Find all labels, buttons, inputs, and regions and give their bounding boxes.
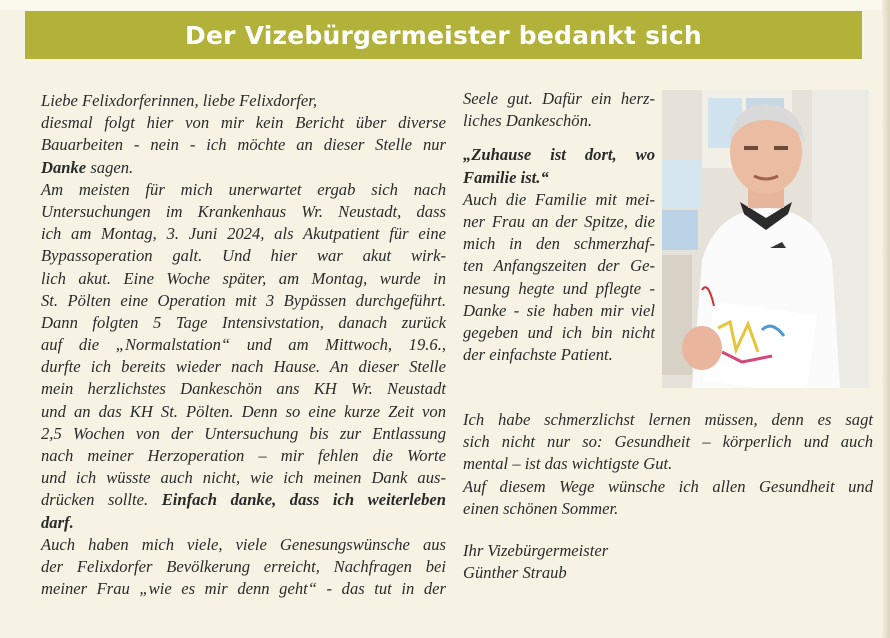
text-line: der Felixdorfer Bevölkerung erreicht, Nachfragen bei [41,556,446,576]
text-line: St. Pölten eine Operation mit 3 Bypässen durchgeführt. [41,290,446,310]
bold-text-segment: darf. [41,512,74,532]
text-line: Bauarbeiten - nein - ich möchte an dieser Stelle nur [41,135,446,155]
text-line: und ich wüsste auch nicht, wie ich meinen Dank aus- [41,468,446,488]
text-segment: sagen. [86,157,134,177]
signature-name: Günther Straub [463,563,567,583]
text-line [41,157,446,179]
portrait-photo-illustration [662,90,869,388]
family-paragraph [463,189,655,367]
text-line: ich am Montag, 3. Juni 2024, als Akutpatient für eine [41,224,446,244]
text-line: mein herzlichstes Dankeschön ans KH Wr. Neustadt [41,379,446,399]
text-line: Familie ist.“ [463,167,549,187]
right-text-column-bottom [463,409,873,584]
text-line: Untersuchungen im Krankenhaus Wr. Neustadt, dass [41,201,446,221]
text-line: Am meisten für mich unerwartet ergab sich nach [41,179,446,199]
text-line [41,489,446,511]
page-edge-shadow [882,0,890,638]
text-line: auf die „Normalstation“ und am Mittwoch, 19.6., [41,335,446,355]
text-line: Auch die Familie mit mei- [463,189,655,209]
page-title: Der Vizebürgermeister bedankt sich [185,20,702,50]
text-line: ner Frau an der Spitze, die [463,211,655,231]
text-line: Danke - sie haben mir viel [463,300,655,320]
text-line: diesmal folgt hier von mir kein Bericht über diverse [41,113,446,133]
portrait-photo [662,90,869,388]
text-line: Seele gut. Dafür ein herz- [463,89,655,108]
intro-paragraph [463,88,655,132]
signature-role: Ihr Vizebürgermeister [463,540,609,560]
text-line: der einfachste Patient. [463,345,613,365]
text-line: nach meiner Herzoperation – mir fehlen die Worte [41,446,446,465]
text-line: und an das KH St. Pölten. Denn so eine kurze Zeit von [41,401,446,421]
text-segment: drücken sollte. [41,490,162,510]
right-text-column-top [463,88,655,366]
text-line [41,512,446,534]
text-line: ten Anfangszeiten der Ge- [463,256,655,276]
text-line: Auf diesem Wege wünsche ich allen Gesundheit und [463,476,873,496]
spacer [463,132,655,144]
text-line: Dann folgten 5 Tage Intensivstation, danach zurück [41,312,446,332]
text-line: gegeben und ich bin nicht [463,322,655,342]
text-line: einen schönen Sommer. [463,498,619,518]
text-line: durfte ich bereits wieder nach Hause. An dieser Stelle [41,357,446,377]
bold-text-segment: Einfach danke, dass ich weiterleben [161,490,447,510]
text-line: mental – ist das wichtigste Gut. [463,454,673,474]
text-line: Auch haben mich viele, viele Genesungswünsche aus [41,534,446,554]
text-line: Ich habe schmerzlichst lernen müssen, denn es sagt [463,410,873,429]
text-line: 2,5 Wochen von der Untersuchung bis zur Entlassung [41,423,446,443]
text-line: Liebe Felixdorferinnen, liebe Felixdorfer, [41,91,318,110]
spacer [463,520,873,528]
text-line: Bypassoperation galt. Und hier war akut wirk- [41,246,446,266]
text-line: liches Dankeschön. [463,111,593,131]
text-line: sich nicht nur so: Gesundheit – körperlich und auch [463,432,873,452]
bold-text-segment: Danke [41,157,87,177]
text-line: lich akut. Eine Woche später, am Montag, wurde in [41,268,446,288]
text-line: „Zuhause ist dort, wo [463,145,655,165]
text-line: meiner Frau „wie es mir denn geht“ - das tut in der [41,579,446,599]
quote-paragraph [463,144,655,188]
left-text-column [41,90,446,600]
header-banner [25,11,862,59]
page-top-strip [0,0,890,10]
text-line: mich in den schmerzhaf- [463,234,655,254]
text-line: nesung hegte und pflegte - [463,278,655,298]
closing-paragraph [463,409,873,520]
